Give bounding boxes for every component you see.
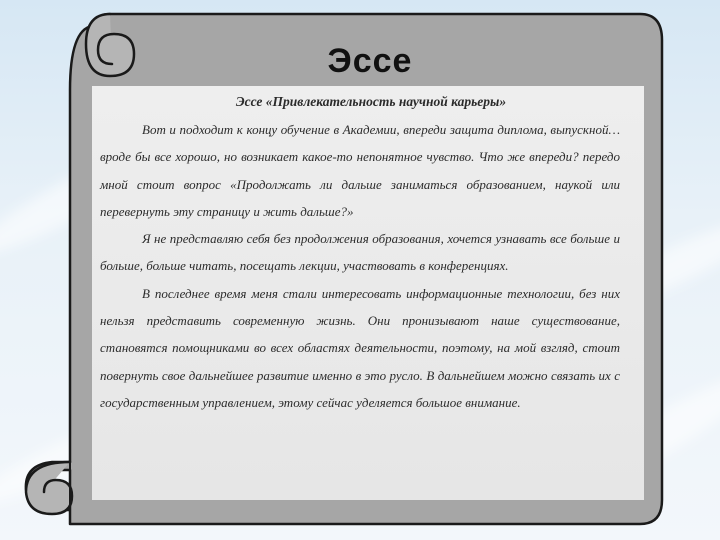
slide-title: Эссе <box>327 42 413 80</box>
essay-document <box>92 86 644 500</box>
essay-paragraph-3: В последнее время меня стали интересовать информационные технологии, без них нельзя представить современную жизнь. Они пронизывают наше существование, становятся помощниками во всех областях деятельности, поэтому, на мой взгляд, стоит повернуть свое дальнейшее развитие именно в это русло. В дальнейшем можно связать их с государственным управлением, этому сейчас уделяется большое внимание. <box>100 285 620 410</box>
essay-paragraph-2: Я не представляю себя без продолжения образования, хочется узнавать все больше и больше, больше читать, посещать лекции, участвовать в конференциях. <box>100 231 620 274</box>
essay-paragraph-1: Вот и подходит к концу обучение в Академии, впереди защита диплома, выпускной…вроде бы все хорошо, но возникает какое-то непонятное чувство. Что же впереди? передо мной стоит вопрос «Продолжать ли дальше заниматься образованием, наукой или перевернуть эту страницу и жить дальше?» <box>100 122 620 219</box>
essay-title: Эссе «Привлекательность научной карьеры» <box>235 94 507 109</box>
